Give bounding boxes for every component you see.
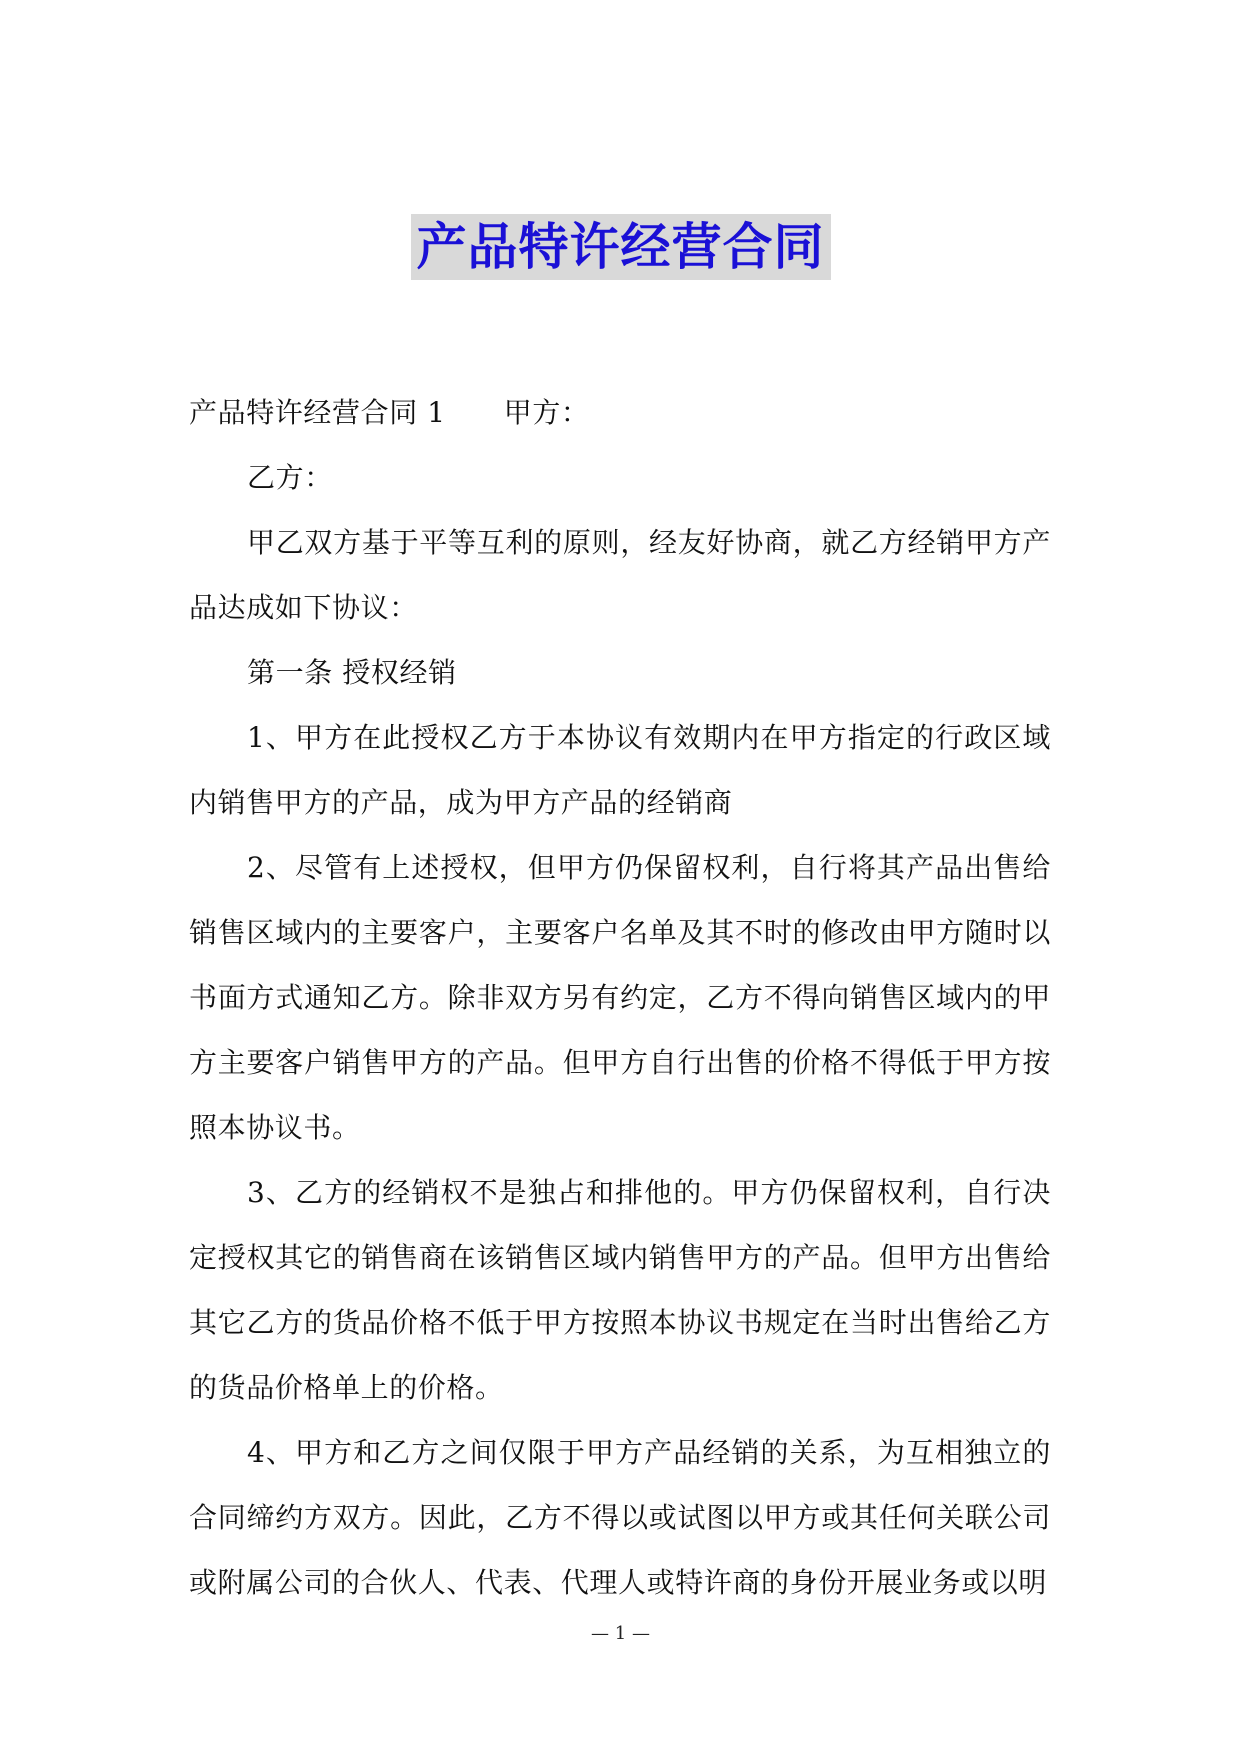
clause-paragraph: 4、甲方和乙方之间仅限于甲方产品经销的关系，为互相独立的合同缔约方双方。因此，乙方不得以或试图以甲方或其任何关联公司或附属公司的合伙人、代表、代理人或特许商的身份开展业务或以明: [189, 1436, 1051, 1599]
header-line: [189, 380, 1051, 445]
page-number: — 1 —: [591, 1623, 650, 1644]
party-a-label: 甲方：: [503, 396, 590, 429]
title-container: [0, 214, 1241, 280]
party-b-line: 乙方：: [247, 461, 333, 494]
document-label: 产品特许经营合同 1: [189, 396, 446, 429]
intro-paragraph: 甲乙双方基于平等互利的原则，经友好协商，就乙方经销甲方产品达成如下协议：: [189, 526, 1051, 624]
article-heading: 第一条 授权经销: [247, 656, 457, 689]
clause-paragraph: 3、乙方的经销权不是独占和排他的。甲方仍保留权利，自行决定授权其它的销售商在该销售区域内销售甲方的产品。但甲方出售给其它乙方的货品价格不低于甲方按照本协议书规定在当时出售给乙方的货品价格单上的价格。: [189, 1176, 1051, 1404]
clause-paragraph: 2、尽管有上述授权，但甲方仍保留权利，自行将其产品出售给销售区域内的主要客户，主要客户名单及其不时的修改由甲方随时以书面方式通知乙方。除非双方另有约定，乙方不得向销售区域内的甲方主要客户销售甲方的产品。但甲方自行出售的价格不得低于甲方按照本协议书。: [189, 851, 1051, 1144]
clause-paragraph: 1、甲方在此授权乙方于本协议有效期内在甲方指定的行政区域内销售甲方的产品，成为甲方产品的经销商: [189, 721, 1051, 819]
document-body: [189, 380, 1051, 1615]
document-title: 产品特许经营合同: [411, 214, 831, 280]
